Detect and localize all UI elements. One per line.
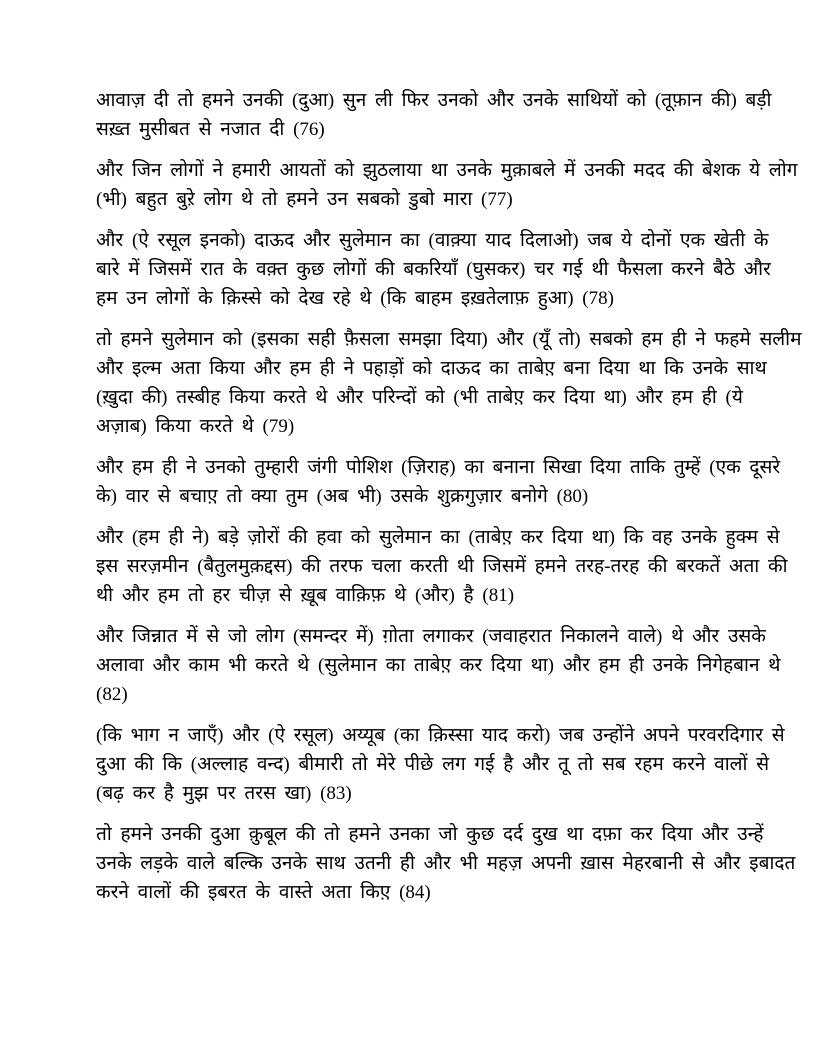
text-line: सख़्त मुसीबत से नजात दी (76) [96,119,325,140]
text-line: बारे में जिसमें रात के वक़्त कुछ लोगों की बकरियाँ (घुसकर) चर गई थी फैसला करने बैठे और [96,259,771,280]
text-line: आवाज़ दी तो हमने उनकी (दुआ) सुन ली फिर उनको और उनके साथियों को (तूफ़ान की) बड़ी [96,90,772,111]
text-line: (भी) बहुत बुरे़ लोग थे तो हमने उन सबको डुबो मारा (77) [96,189,513,210]
text-line: (ख़ुदा की) तस्बीह किया करते थे और परिन्दों को (भी ताबेए़ कर दिया था) और हम ही (ये [96,387,743,408]
text-line: और जिन्नात में से जो लोग (समन्दर में) ग़ोता लगाकर (जवाहरात निकालने वाले) थे और उसके [96,626,766,647]
text-line: अलावा और काम भी करते थे (सुलेमान का ताबेए़ कर दिया था) और हम ही उनके निगेहबान थे [96,655,781,676]
text-line: (कि भाग न जाएँ) और (ऐ रसूल) अय्यूब (का क़िस्सा याद करो) जब उन्होंने अपने परवरदिगार से [96,725,785,746]
text-body [96,86,802,919]
text-line: और इल्म अता किया और हम ही ने पहाड़ों को दाऊद का ताबेए़ बना दिया था कि उनके साथ [96,358,767,379]
text-line: और जिन लोगों ने हमारी आयतों को झुठलाया था उनके मुक़ाबले में उनकी मदद की बेशक ये लोग [96,160,798,181]
text-line: करने वालों की इबरत के वास्ते अता किए़ (84) [96,882,431,903]
text-line: थी और हम तो हर चीज़ से ख़ूब वाक़िफ़ थे (और) है (81) [96,585,515,606]
text-line: इस सरज़मीन (बैतुलमुक़द्दस) की तरफ चला करती थी जिसमें हमने तरह-तरह की बरकतें अता की [96,556,788,577]
text-line: हम उन लोगों के क़िस्से को देख रहे थे (कि बाहम इख़तेलाफ़ हुआ) (78) [96,288,614,309]
text-line: और (ऐ रसूल इनको) दाऊद और सुलेमान का (वाक़्या याद दिलाओ) जब ये दोनों एक खेती के [96,230,769,251]
paragraph [96,523,788,610]
paragraph [96,721,785,808]
paragraph [96,325,802,441]
text-line: के) वार से बचाए़ तो क्या तुम (अब भी) उसके शुक्रगुज़ार बनोगे (80) [96,486,589,507]
text-line: (बढ़ कर है मुझ पर तरस खा) (83) [96,783,352,804]
paragraph [96,453,781,511]
text-line: और हम ही ने उनको तुम्हारी जंगी पोशिश (ज़िराह) का बनाना सिखा दिया ताकि तुम्हें (एक दूसरे [96,457,781,478]
paragraph [96,156,798,214]
paragraph [96,820,796,907]
text-line: अज़ाब) किया करते थे (79) [96,416,295,437]
text-line: तो हमने उनकी दुआ क़ुबूल की तो हमने उनका जो कुछ दर्द दुख था दफ़ा कर दिया और उन्हें [96,824,764,845]
text-line: दुआ की कि (अल्लाह वन्द) बीमारी तो मेरे पीछे लग गई है और तू तो सब रहम करने वालों से [96,754,770,775]
paragraph [96,622,781,709]
paragraph [96,226,771,313]
text-line: (82) [96,684,128,705]
text-line: उनके लड़के वाले बल्कि उनके साथ उतनी ही और भी महज़ अपनी ख़ास मेहरबानी से और इबादत [96,853,796,874]
text-line: और (हम ही ने) बडे़ ज़ोरों की हवा को सुलेमान का (ताबेए़ कर दिया था) कि वह उनके हुक्म से [96,527,780,548]
text-line: तो हमने सुलेमान को (इसका सही फ़ैसला समझा दिया) और (यूँ तो) सबको हम ही ने फहमे सलीम [96,329,802,350]
paragraph [96,86,772,144]
